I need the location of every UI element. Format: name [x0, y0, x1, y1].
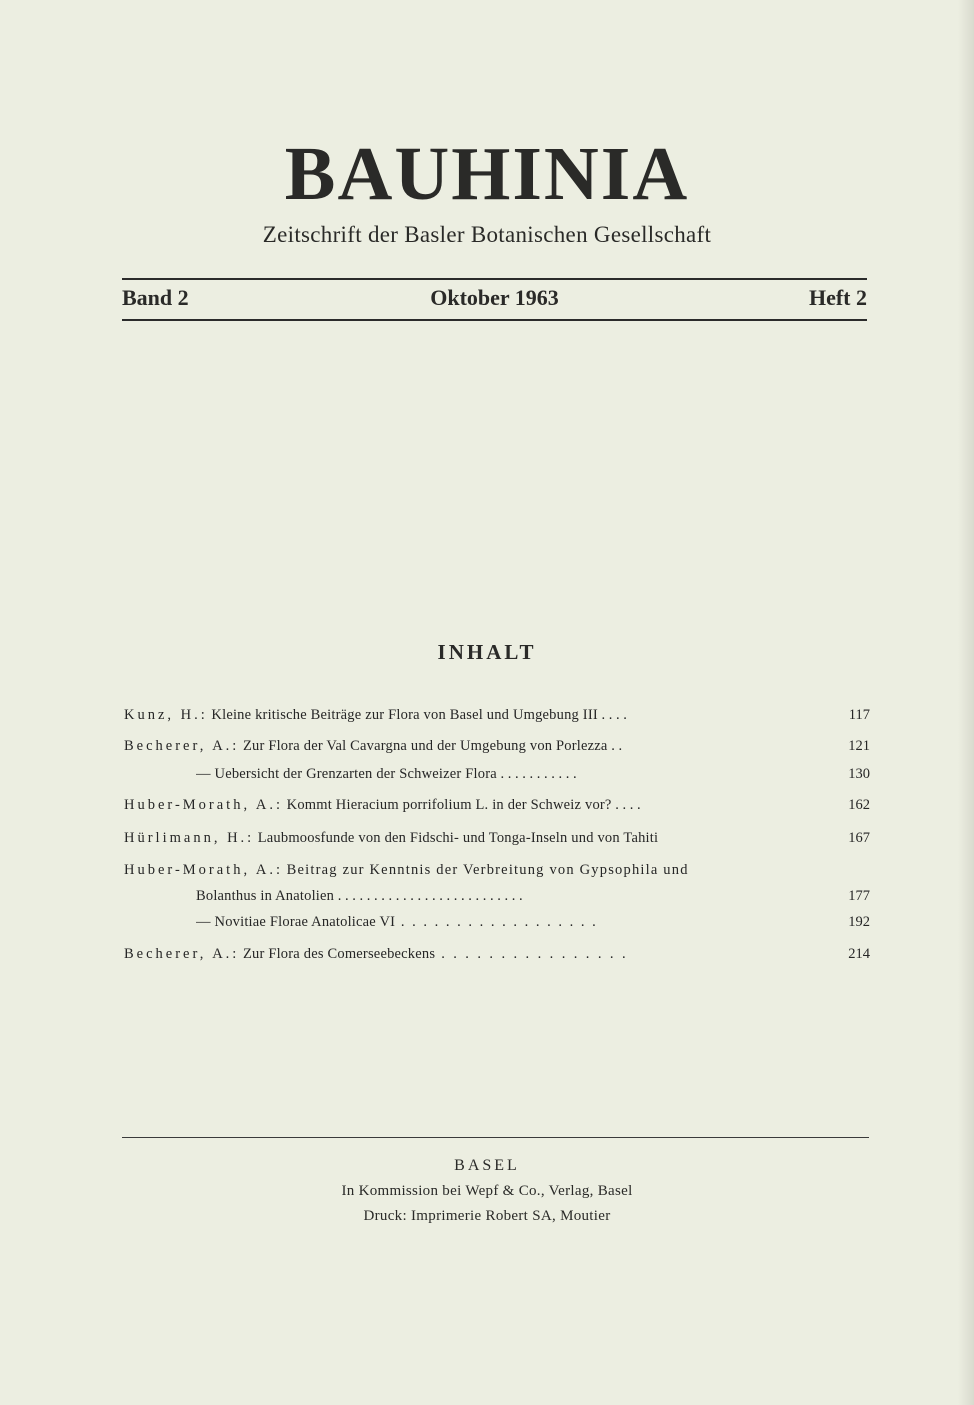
- toc-title: Beitrag zur Kenntnis der Verbreitung von Gypsophila und: [286, 862, 689, 878]
- toc-title: Laubmoosfunde von den Fidschi- und Tonga-Inseln und von Tahiti: [257, 830, 659, 846]
- toc-author: Huber-Morath, A.:: [124, 797, 284, 813]
- toc-page-number: 214: [848, 946, 870, 962]
- toc-leader-dots: . .: [607, 738, 623, 754]
- toc-entry: [124, 862, 870, 884]
- masthead: [122, 285, 867, 315]
- toc-title: Zur Flora des Comerseebeckens: [242, 946, 436, 962]
- toc-page-number: 130: [848, 766, 870, 782]
- toc-leader-dots: . . . . . . . . . . .: [496, 766, 577, 782]
- journal-subtitle: Zeitschrift der Basler Botanischen Gesellschaft: [262, 222, 712, 247]
- toc-author: Becherer, A.:: [124, 946, 240, 962]
- toc-title: Bolanthus in Anatolien: [196, 888, 335, 904]
- toc-page-number: 117: [848, 707, 870, 723]
- toc-leader-dots: . . . .: [597, 707, 627, 723]
- toc-leader-dots: . . . . . . . . . . . . . . . . . . . . . . . . . .: [334, 888, 523, 904]
- toc-entry: [124, 766, 870, 788]
- toc-author: Kunz, H.:: [124, 707, 208, 723]
- issue-date: Oktober 1963: [430, 285, 559, 310]
- toc-leader-dots: . . . . . . . . . . . . . . . . . .: [395, 914, 598, 930]
- footer-rule: [122, 1137, 869, 1138]
- toc-title: Kleine kritische Beiträge zur Flora von Basel und Umgebung III: [211, 707, 598, 723]
- volume-label: Band 2: [122, 285, 189, 310]
- toc-author: Becherer, A.:: [124, 738, 240, 754]
- toc-entry: [124, 707, 870, 729]
- masthead-rule-top: [122, 278, 867, 280]
- toc-page-number: 162: [848, 797, 870, 813]
- toc-title: Zur Flora der Val Cavargna und der Umgebung von Porlezza: [242, 738, 608, 754]
- masthead-rule-bottom: [122, 319, 867, 321]
- toc-title: — Uebersicht der Grenzarten der Schweizer Flora: [196, 766, 497, 782]
- contents-heading: INHALT: [437, 640, 537, 664]
- toc-entry: [124, 797, 870, 819]
- journal-title: BAUHINIA: [284, 132, 690, 216]
- toc-entry: [124, 738, 870, 760]
- toc-page-number: 177: [848, 888, 870, 904]
- issue-number: Heft 2: [808, 285, 867, 310]
- printer-line: Druck: Imprimerie Robert SA, Moutier: [363, 1208, 611, 1224]
- toc-page-number: 192: [848, 914, 870, 930]
- publisher-city: BASEL: [454, 1157, 520, 1174]
- toc-author: Huber-Morath, A.:: [124, 862, 284, 878]
- publisher-line: In Kommission bei Wepf & Co., Verlag, Basel: [341, 1183, 633, 1199]
- toc-entry: [124, 830, 870, 852]
- toc-leader-dots: . . . .: [611, 797, 641, 813]
- toc-title: Kommt Hieracium porrifolium L. in der Schweiz vor?: [286, 797, 612, 813]
- toc-page-number: 121: [848, 738, 870, 754]
- toc-entry: [124, 888, 870, 910]
- toc-title: — Novitiae Florae Anatolicae VI: [196, 914, 396, 930]
- toc-author: Hürlimann, H.:: [124, 830, 255, 846]
- toc-entry: [124, 946, 870, 968]
- toc-leader-dots: . . . . . . . . . . . . . . . .: [435, 946, 628, 962]
- toc-page-number: 167: [848, 830, 870, 846]
- toc-entry: [124, 914, 870, 936]
